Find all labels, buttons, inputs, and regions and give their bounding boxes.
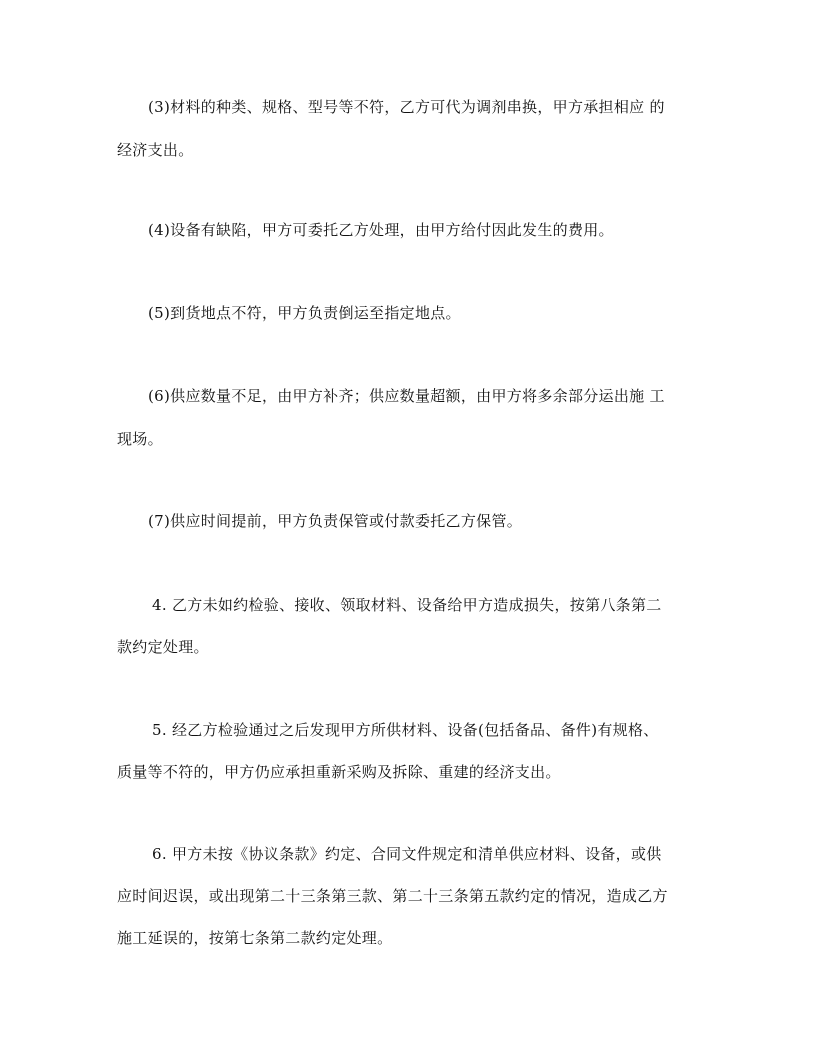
clause-6-line-1: 6. 甲方未按《协议条款》约定、合同文件规定和清单供应材料、设备，或供 [152, 845, 662, 863]
paragraph-7-line-1: (7)供应时间提前，甲方负责保管或付款委托乙方保管。 [148, 512, 523, 530]
clause-6-line-2: 应时间迟误，或出现第二十三条第三款、第二十三条第五款约定的情况，造成乙方 [117, 887, 668, 905]
clause-4-line-2: 款约定处理。 [117, 638, 209, 656]
clause-5-line-1: 5. 经乙方检验通过之后发现甲方所供材料、设备(包括备品、备件)有规格、 [152, 721, 659, 739]
paragraph-3-line-1: (3)材料的种类、规格、型号等不符，乙方可代为调剂串换，甲方承担相应 的 [148, 98, 665, 116]
paragraph-6-line-2: 现场。 [117, 430, 163, 448]
clause-6-line-3: 施工延误的，按第七条第二款约定处理。 [117, 929, 393, 947]
paragraph-3-line-2: 经济支出。 [117, 141, 194, 159]
paragraph-6-line-1: (6)供应数量不足，由甲方补齐；供应数量超额，由甲方将多余部分运出施 工 [148, 387, 665, 405]
paragraph-4-line-1: (4)设备有缺陷，甲方可委托乙方处理，由甲方给付因此发生的费用。 [148, 221, 614, 239]
paragraph-5-line-1: (5)到货地点不符，甲方负责倒运至指定地点。 [148, 304, 461, 322]
clause-5-line-2: 质量等不符的，甲方仍应承担重新采购及拆除、重建的经济支出。 [117, 763, 561, 781]
clause-4-line-1: 4. 乙方未如约检验、接收、领取材料、设备给甲方造成损失，按第八条第二 [152, 596, 662, 614]
